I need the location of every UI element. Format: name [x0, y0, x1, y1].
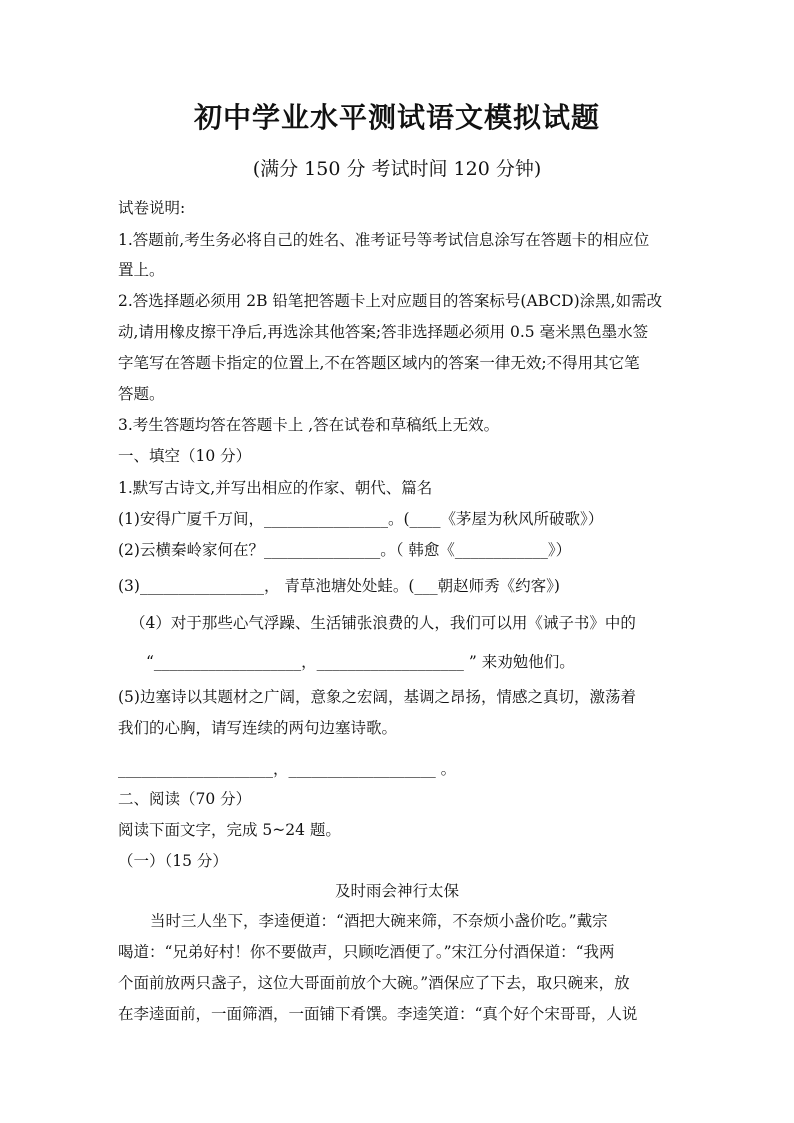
passage-title: 及时雨会神行太保	[334, 882, 459, 900]
instruction-line: 2.答选择题必须用 2B 铅笔把答题卡上对应题目的答案标号(ABCD)涂黑,如需改	[118, 292, 663, 310]
page-subtitle: (满分 150 分 考试时间 120 分钟)	[252, 158, 542, 180]
instruction-line: 答题。	[118, 385, 165, 403]
fill-item-2: (2)云横秦岭家何在？_______________。（ 韩愈《____________》）	[118, 541, 572, 559]
reading-intro: 阅读下面文字，完成 5~24 题。	[118, 821, 341, 839]
fill-item-4-blank: “___________________，___________________ ” 来劝勉他们。	[146, 653, 575, 671]
section2-heading: 二、阅读（70 分）	[118, 790, 252, 808]
fill-item-5-blank: ____________________，___________________ 。	[118, 760, 457, 778]
fill-item-5-cont: 我们的心胸，请写连续的两句边塞诗歌。	[118, 719, 398, 737]
fill-item-4: （4）对于那些心气浮躁、生活铺张浪费的人，我们可以用《诫子书》中的	[130, 614, 636, 632]
page-title: 初中学业水平测试语文模拟试题	[193, 101, 600, 134]
instruction-line: 动,请用橡皮擦干净后,再选涂其他答案;答非选择题必须用 0.5 毫米黑色墨水签	[118, 323, 649, 341]
fill-item-5: (5)边塞诗以其题材之广阔，意象之宏阔，基调之昂扬，情感之真切，激荡着	[118, 688, 636, 706]
section1-heading: 一、填空（10 分）	[118, 447, 252, 465]
instruction-line: 1.答题前,考生务必将自己的姓名、准考证号等考试信息涂写在答题卡的相应位	[118, 231, 650, 249]
fill-item-3: (3)________________， 青草池塘处处蛙。(___朝赵师秀《约客》)	[118, 577, 560, 595]
passage-line: 喝道：“兄弟好村！你不要做声，只顾吃酒便了。”宋江分付酒保道：“我两	[118, 943, 615, 961]
passage-line: 当时三人坐下，李逵便道：“酒把大碗来筛，不奈烦小盏价吃。”戴宗	[150, 912, 608, 930]
instruction-line: 置上。	[118, 261, 165, 279]
passage-line: 个面前放两只盏子，这位大哥面前放个大碗。”酒保应了下去，取只碗来，放	[118, 974, 630, 992]
instruction-line: 字笔写在答题卡指定的位置上,不在答题区域内的答案一律无效;不得用其它笔	[118, 354, 640, 372]
question-1: 1.默写古诗文,并写出相应的作家、朝代、篇名	[118, 479, 433, 497]
instruction-line: 3.考生答题均答在答题卡上 ,答在试卷和草稿纸上无效。	[118, 416, 500, 434]
reading-part: （一）（15 分）	[118, 852, 228, 870]
instructions-heading: 试卷说明:	[118, 199, 186, 217]
passage-line: 在李逵面前，一面筛酒，一面铺下肴馔。李逵笑道：“真个好个宋哥哥，人说	[118, 1005, 638, 1023]
fill-item-1: (1)安得广厦千万间，________________。(____《茅屋为秋风所破歌》）	[118, 510, 604, 528]
